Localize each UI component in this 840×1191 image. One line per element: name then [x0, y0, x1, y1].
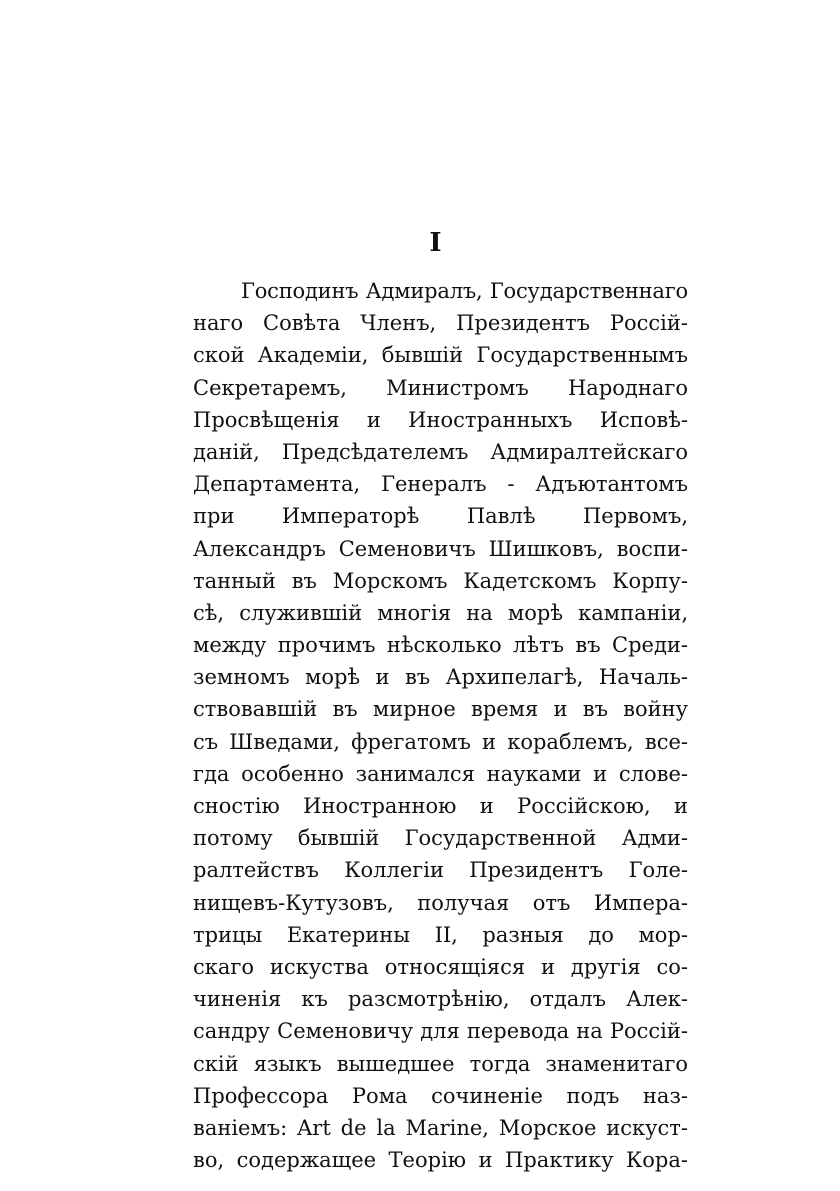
text-line: ралтействъ Коллегіи Президентъ Голе-	[193, 858, 688, 883]
text-line: ствовавшій въ мирное время и въ войну	[193, 697, 688, 722]
text-line: наго Совѣта Членъ, Президентъ Россій-	[193, 311, 688, 336]
text-line: чиненія къ разсмотрѣнію, отдалъ Алек-	[193, 987, 688, 1012]
text-line: Просвѣщенія и Иностранныхъ Исповѣ-	[193, 407, 688, 432]
text-line: скаго искуства относящіяся и другія со-	[193, 954, 688, 979]
text-line: гда особенно занимался науками и слове-	[193, 761, 688, 786]
text-line: Господинъ Адмиралъ, Государственнаго	[241, 279, 688, 303]
text-line: Александръ Семеновичъ Шишковъ, воспи-	[193, 536, 688, 561]
text-line: сандру Семеновичу для перевода на Россій-	[193, 1019, 688, 1044]
text-line: ской Академіи, бывшій Государственнымъ	[193, 343, 688, 368]
text-line: потому бывшій Государственной Адми-	[193, 826, 688, 851]
text-line: трицы Екатерины II, разныя до мор-	[193, 922, 688, 947]
text-line: танный въ Морскомъ Кадетскомъ Корпу-	[193, 568, 688, 593]
text-line: съ Шведами, фрегатомъ и кораблемъ, все-	[193, 729, 688, 754]
body-text	[193, 275, 688, 1176]
text-line: Департамента, Генералъ - Адъютантомъ	[193, 472, 688, 497]
text-line: скій языкъ вышедшее тогда знаменитаго	[193, 1051, 688, 1076]
text-line: сѣ, служившій многія на морѣ кампаніи,	[193, 600, 688, 625]
text-line: ваніемъ: Art de la Marine, Морское искуст-	[193, 1115, 688, 1140]
text-line: во, содержащее Теорію и Практику Кора-	[193, 1148, 688, 1173]
text-line: Профессора Рома сочиненіе подъ наз-	[193, 1083, 688, 1108]
text-line: земномъ морѣ и въ Архипелагѣ, Началь-	[193, 665, 688, 690]
text-line: нищевъ-Кутузовъ, получая отъ Импера-	[193, 890, 688, 915]
text-line: при Императорѣ Павлѣ Первомъ,	[193, 504, 688, 529]
text-line: сностію Иностранною и Россійскою, и	[193, 794, 688, 818]
text-line: Секретаремъ, Министромъ Народнаго	[193, 375, 688, 400]
text-line: даній, Предсѣдателемъ Адмиралтейскаго	[193, 439, 688, 464]
page-number: I	[429, 228, 443, 258]
text-line: между прочимъ нѣсколько лѣтъ въ Среди-	[193, 633, 688, 658]
